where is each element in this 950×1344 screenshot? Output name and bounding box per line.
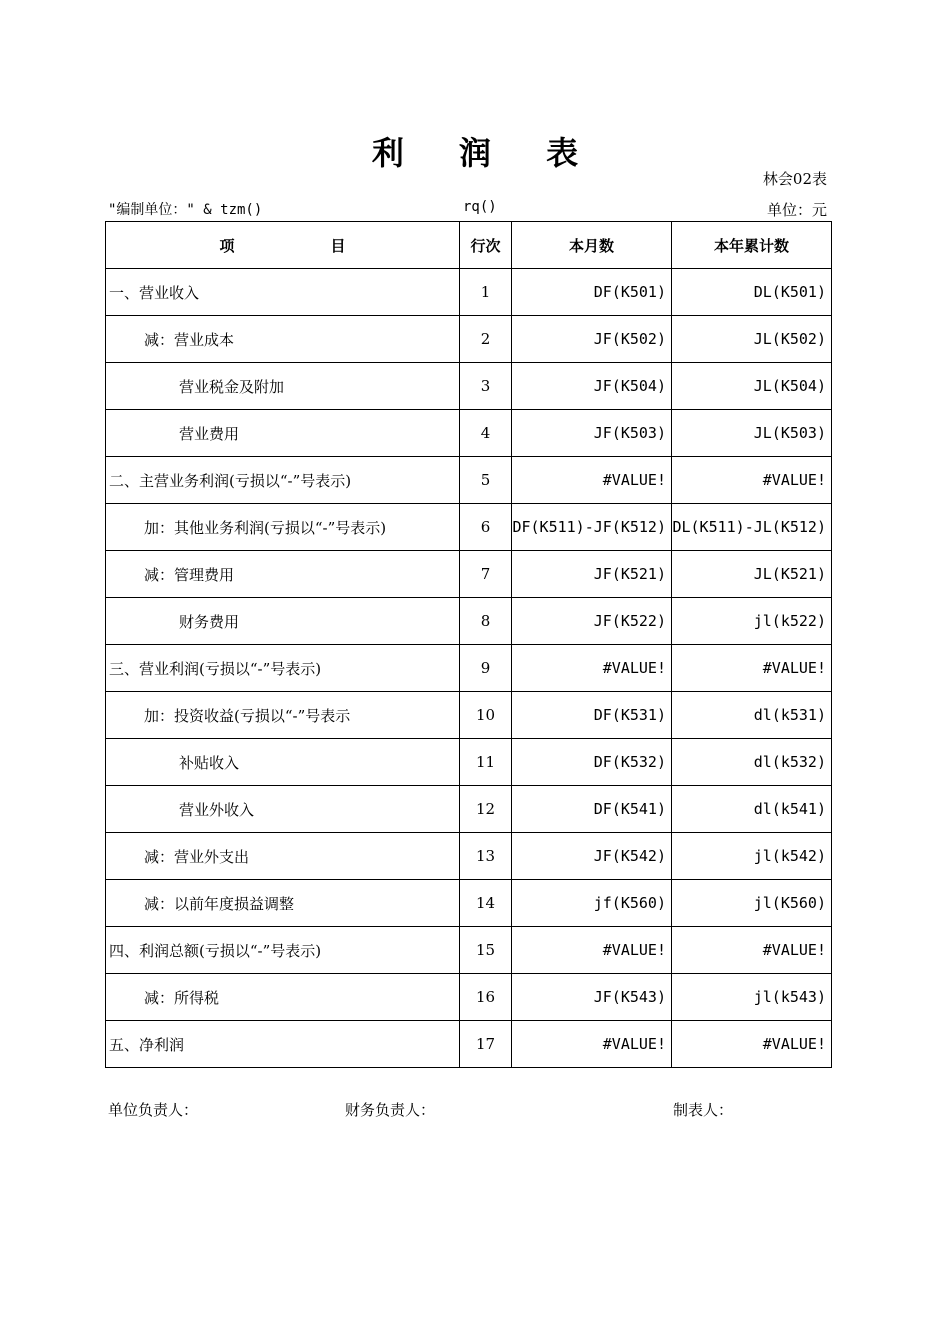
row-line-no: 12 xyxy=(460,786,512,833)
table-row xyxy=(106,739,832,786)
row-ytd: JL(K503) xyxy=(672,410,832,457)
table-row xyxy=(106,269,832,316)
table-row xyxy=(106,551,832,598)
row-item: 四、利润总额(亏损以“-”号表示) xyxy=(106,927,460,974)
row-line-no: 13 xyxy=(460,833,512,880)
row-ytd: dl(k532) xyxy=(672,739,832,786)
row-line-no: 3 xyxy=(460,363,512,410)
preparer-signature: 制表人： xyxy=(673,1101,734,1119)
row-ytd: #VALUE! xyxy=(672,457,832,504)
row-item: 三、营业利润(亏损以“-”号表示) xyxy=(106,645,460,692)
currency-unit: 单位：元 xyxy=(766,201,827,219)
row-item: 营业外收入 xyxy=(106,786,460,833)
row-item: 加：其他业务利润(亏损以“-”号表示) xyxy=(106,504,460,551)
row-line-no: 9 xyxy=(460,645,512,692)
date-formula: rq() xyxy=(463,199,497,215)
row-month: #VALUE! xyxy=(512,645,672,692)
table-row xyxy=(106,598,832,645)
row-item: 减：营业成本 xyxy=(106,316,460,363)
table-row xyxy=(106,927,832,974)
row-ytd: DL(K511)-JL(K512) xyxy=(672,504,832,551)
row-ytd: JL(K502) xyxy=(672,316,832,363)
row-line-no: 17 xyxy=(460,1021,512,1068)
row-line-no: 5 xyxy=(460,457,512,504)
row-item: 减：管理费用 xyxy=(106,551,460,598)
row-item: 减：所得税 xyxy=(106,974,460,1021)
row-month: JF(K542) xyxy=(512,833,672,880)
row-ytd: JL(K521) xyxy=(672,551,832,598)
row-line-no: 10 xyxy=(460,692,512,739)
row-ytd: #VALUE! xyxy=(672,927,832,974)
row-line-no: 15 xyxy=(460,927,512,974)
row-item: 加：投资收益(亏损以“-”号表示 xyxy=(106,692,460,739)
row-line-no: 8 xyxy=(460,598,512,645)
table-row xyxy=(106,833,832,880)
finance-head-signature: 财务负责人： xyxy=(345,1101,436,1119)
table-row xyxy=(106,880,832,927)
row-line-no: 16 xyxy=(460,974,512,1021)
row-item: 补贴收入 xyxy=(106,739,460,786)
row-month: DF(K501) xyxy=(512,269,672,316)
row-month: #VALUE! xyxy=(512,1021,672,1068)
table-row xyxy=(106,786,832,833)
row-ytd: JL(K504) xyxy=(672,363,832,410)
row-ytd: jl(k542) xyxy=(672,833,832,880)
row-month: DF(K541) xyxy=(512,786,672,833)
row-item: 减：营业外支出 xyxy=(106,833,460,880)
row-month: JF(K543) xyxy=(512,974,672,1021)
header-ytd: 本年累计数 xyxy=(672,222,832,269)
row-month: DF(K531) xyxy=(512,692,672,739)
row-month: JF(K504) xyxy=(512,363,672,410)
row-ytd: jl(k522) xyxy=(672,598,832,645)
table-row xyxy=(106,974,832,1021)
row-ytd: DL(K501) xyxy=(672,269,832,316)
table-row xyxy=(106,410,832,457)
row-month: jf(K560) xyxy=(512,880,672,927)
row-month: DF(K511)-JF(K512) xyxy=(512,504,672,551)
table-header-row xyxy=(106,222,832,269)
unit-head-signature: 单位负责人： xyxy=(108,1101,199,1119)
row-line-no: 1 xyxy=(460,269,512,316)
row-ytd: dl(k531) xyxy=(672,692,832,739)
table-row xyxy=(106,692,832,739)
row-line-no: 2 xyxy=(460,316,512,363)
row-ytd: jl(k543) xyxy=(672,974,832,1021)
compiling-unit-formula: "编制单位：" & tzm() xyxy=(108,202,263,218)
row-month: JF(K502) xyxy=(512,316,672,363)
row-month: JF(K521) xyxy=(512,551,672,598)
income-statement-table xyxy=(105,221,832,1068)
row-line-no: 7 xyxy=(460,551,512,598)
row-line-no: 4 xyxy=(460,410,512,457)
table-row xyxy=(106,457,832,504)
table-row xyxy=(106,645,832,692)
row-month: JF(K503) xyxy=(512,410,672,457)
table-row xyxy=(106,316,832,363)
row-line-no: 6 xyxy=(460,504,512,551)
row-ytd: jl(K560) xyxy=(672,880,832,927)
header-line-no: 行次 xyxy=(460,222,512,269)
row-month: JF(K522) xyxy=(512,598,672,645)
row-item: 财务费用 xyxy=(106,598,460,645)
table-row xyxy=(106,363,832,410)
row-item: 二、主营业务利润(亏损以“-”号表示) xyxy=(106,457,460,504)
row-month: DF(K532) xyxy=(512,739,672,786)
row-line-no: 14 xyxy=(460,880,512,927)
page-title: 利 润 表 xyxy=(371,134,601,172)
row-ytd: #VALUE! xyxy=(672,1021,832,1068)
row-ytd: dl(k541) xyxy=(672,786,832,833)
table-row xyxy=(106,504,832,551)
row-item: 营业税金及附加 xyxy=(106,363,460,410)
row-item: 一、营业收入 xyxy=(106,269,460,316)
row-month: #VALUE! xyxy=(512,457,672,504)
row-ytd: #VALUE! xyxy=(672,645,832,692)
header-month: 本月数 xyxy=(512,222,672,269)
row-line-no: 11 xyxy=(460,739,512,786)
header-item: 项 目 xyxy=(106,222,460,269)
form-number: 林会02表 xyxy=(762,170,827,188)
row-month: #VALUE! xyxy=(512,927,672,974)
row-item: 营业费用 xyxy=(106,410,460,457)
row-item: 五、净利润 xyxy=(106,1021,460,1068)
row-item: 减：以前年度损益调整 xyxy=(106,880,460,927)
table-row xyxy=(106,1021,832,1068)
